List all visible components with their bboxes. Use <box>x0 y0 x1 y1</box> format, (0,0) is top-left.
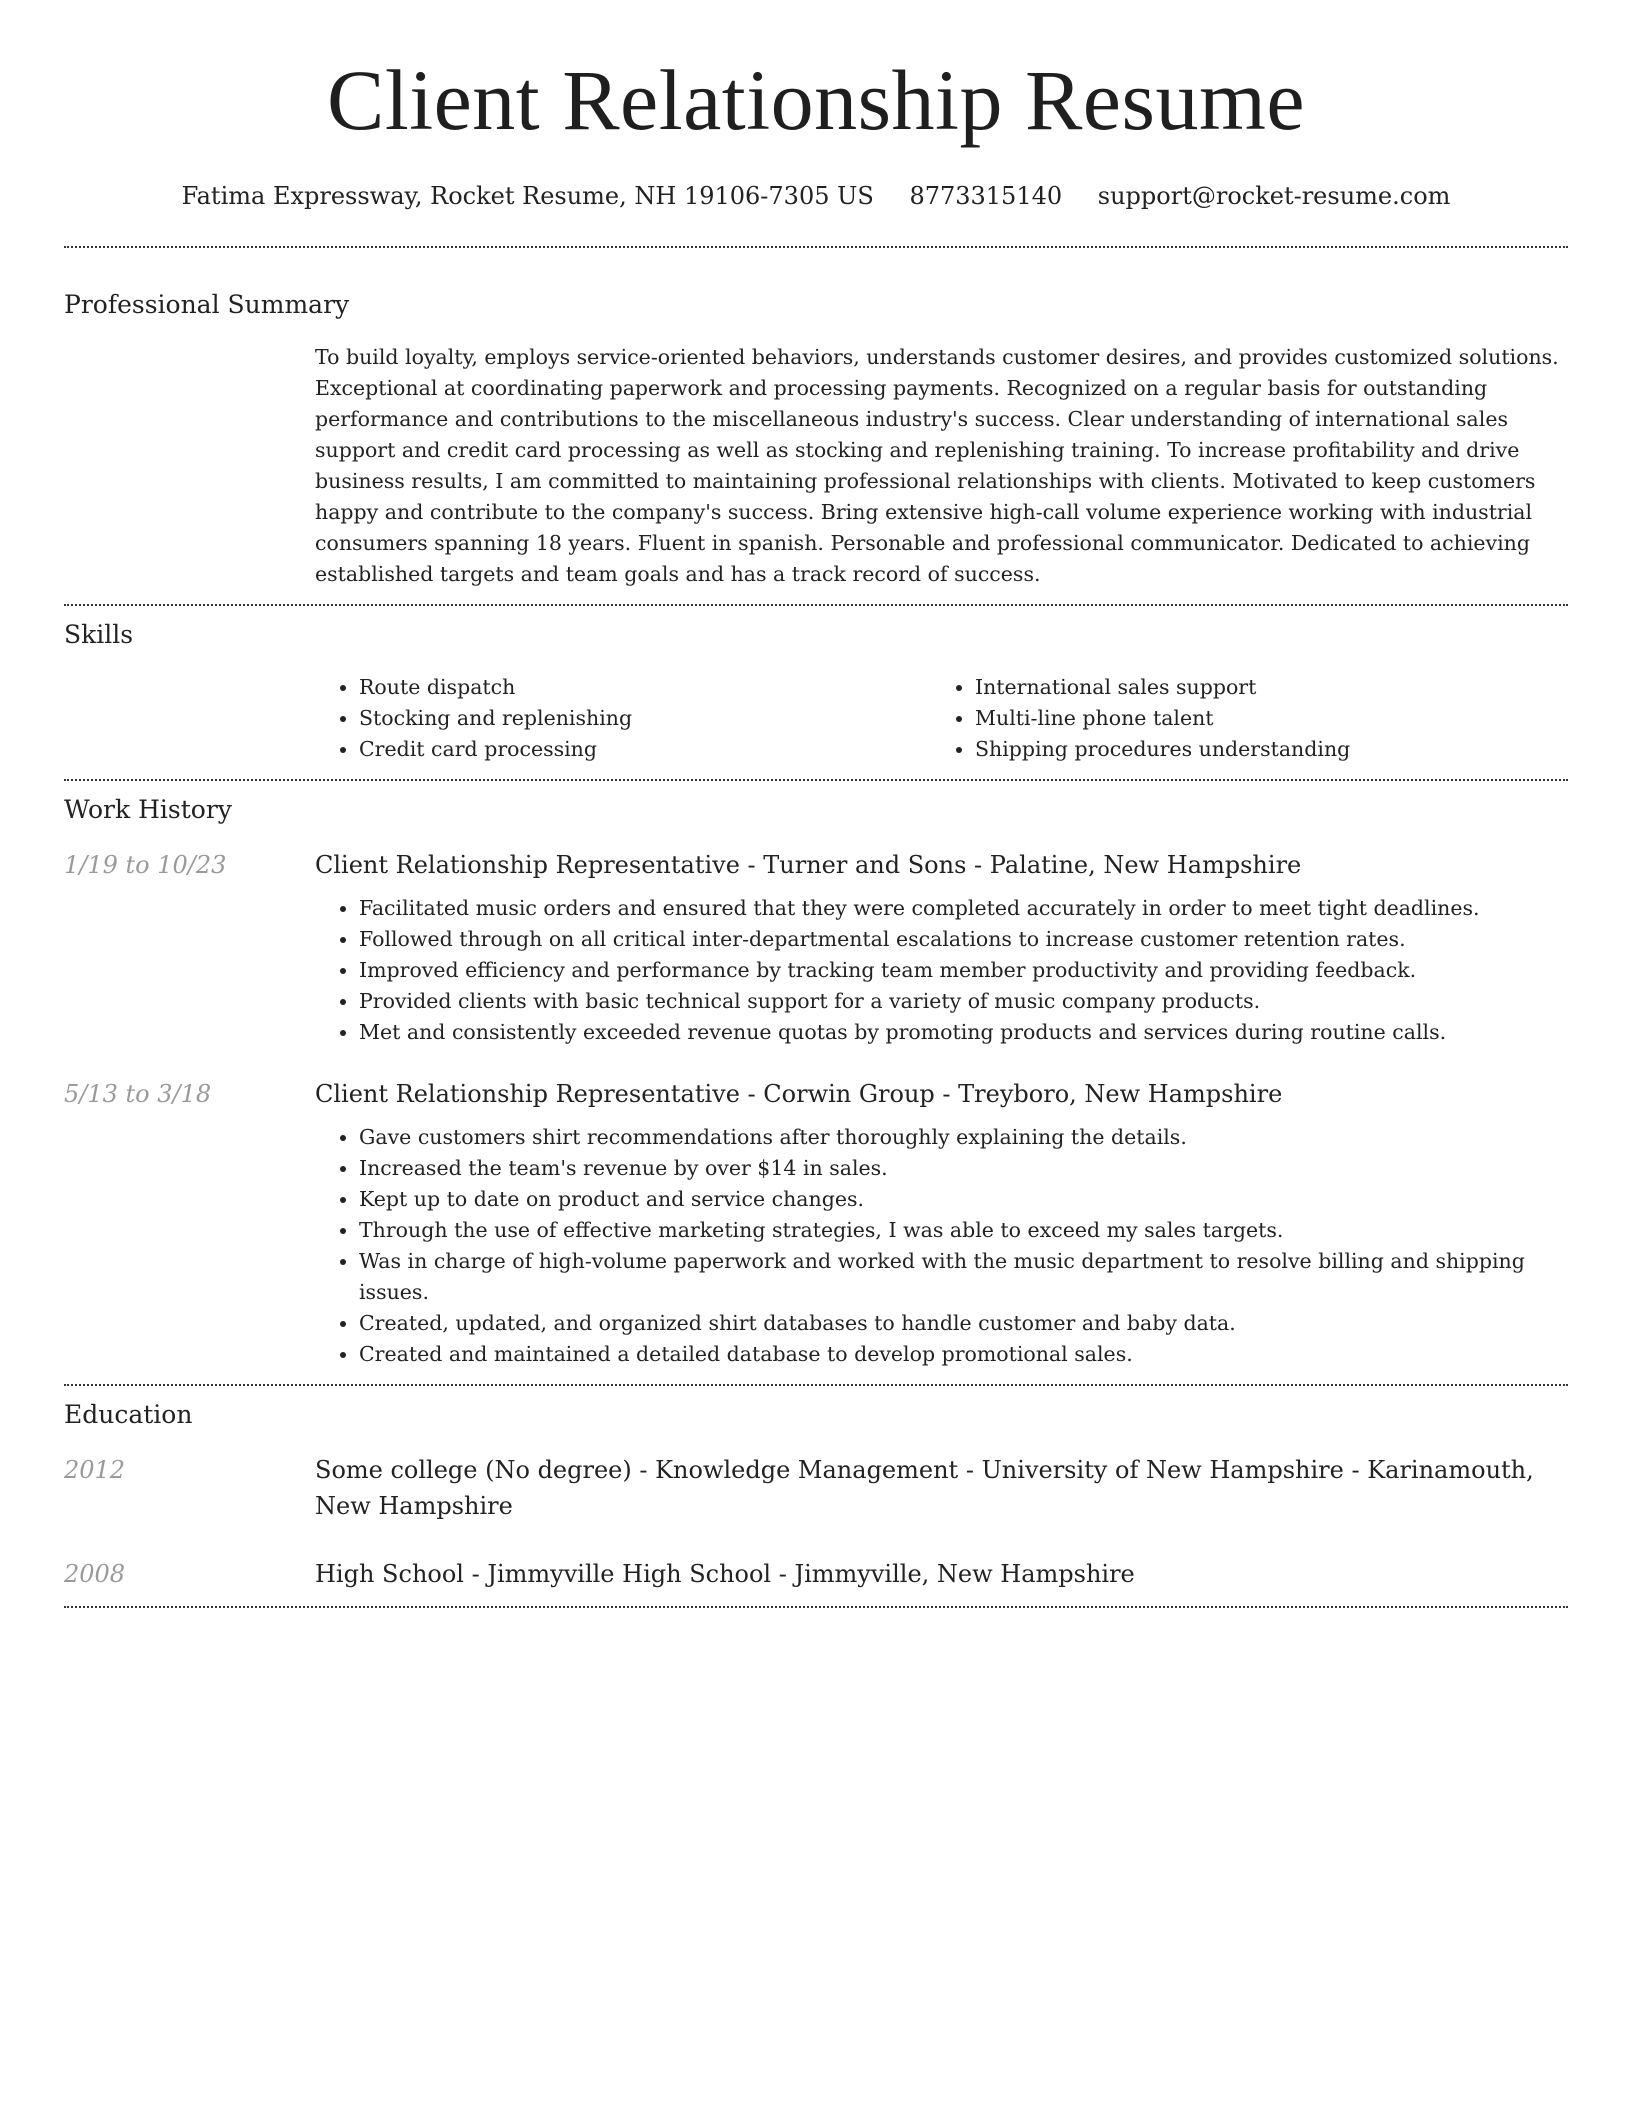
job-bullets <box>315 1122 1568 1370</box>
job-company: Turner and Sons <box>763 851 967 879</box>
education-entry <box>64 1452 1568 1524</box>
job-entry <box>64 1076 1568 1384</box>
education-school: Jimmyville High School <box>487 1560 772 1588</box>
job-body <box>315 847 1568 1048</box>
job-role: Client Relationship Representative <box>315 851 740 879</box>
job-dates: 1/19 to 10/23 <box>64 851 227 879</box>
skills-list <box>315 672 1568 765</box>
education-body <box>315 1556 1568 1592</box>
education-degree: Some college (No degree) - Knowledge Management <box>315 1456 959 1484</box>
job-bullet: • Created, updated, and organized shirt databases to handle customer and baby data. <box>359 1308 1568 1339</box>
job-company: Corwin Group <box>763 1080 935 1108</box>
job-heading: Client Relationship Representative - Corwin Group - Treyboro, New Hampshire <box>315 1080 1283 1108</box>
education-body <box>315 1452 1568 1524</box>
contact-line <box>64 180 1568 212</box>
job-bullet: • Through the use of effective marketing strategies, I was able to exceed my sales targets. <box>359 1215 1568 1246</box>
job-location: Treyboro, New Hampshire <box>958 1080 1283 1108</box>
education-heading: High School - Jimmyville High School - Jimmyville, New Hampshire <box>315 1560 1135 1588</box>
section-title-summary: Professional Summary <box>64 290 350 319</box>
job-bullet: • Facilitated music orders and ensured that they were completed accurately in order to meet tight deadlines. <box>359 893 1568 924</box>
job-entry <box>64 847 1568 1048</box>
education-year: 2008 <box>64 1560 126 1588</box>
skill-item: • International sales support <box>975 672 1547 703</box>
job-bullets <box>315 893 1568 1048</box>
section-title-education: Education <box>64 1400 193 1429</box>
job-bullet: • Increased the team's revenue by over $14 in sales. <box>359 1153 1568 1184</box>
skills-column-left <box>315 672 931 765</box>
section-title-skills: Skills <box>64 620 134 649</box>
job-body <box>315 1076 1568 1384</box>
divider <box>64 779 1568 781</box>
education-school: University of New Hampshire <box>981 1456 1344 1484</box>
job-bullet: • Was in charge of high-volume paperwork and worked with the music department to resolve billing and shipping issues. <box>359 1246 1568 1308</box>
job-bullet: • Provided clients with basic technical support for a variety of music company products. <box>359 986 1568 1017</box>
job-location: Palatine, New Hampshire <box>989 851 1302 879</box>
contact-phone: 8773315140 <box>909 182 1063 210</box>
summary-text: To build loyalty, employs service-oriented behaviors, understands customer desires, and provides customized solutions. Exceptional at coordinating paperwork and processing payments. Recognized on a regular basis for outstanding performance and contributions to the miscellaneous industry's success. Clear understanding of international sales support and credit card processing as well as stocking and replenishing training. To increase profitability and drive business results, I am committed to maintaining professional relationships with clients. Motivated to keep customers happy and contribute to the company's success. Bring extensive high-call volume experience working with industrial consumers spanning 18 years. Fluent in spanish. Personable and professional communicator. Dedicated to achieving established targets and team goals and has a track record of success. <box>315 345 1559 586</box>
job-dates: 5/13 to 3/18 <box>64 1080 212 1108</box>
contact-email: support@rocket-resume.com <box>1097 182 1451 210</box>
skill-item: • Route dispatch <box>359 672 931 703</box>
education-location: Jimmyville, New Hampshire <box>794 1560 1135 1588</box>
skill-item: • Shipping procedures understanding <box>975 734 1547 765</box>
resume-title: Client Relationship Resume <box>326 52 1306 148</box>
education-location: Karinamouth, New Hampshire <box>315 1456 1534 1520</box>
job-bullet: • Kept up to date on product and service changes. <box>359 1184 1568 1215</box>
skills-column-right <box>931 672 1547 765</box>
job-role: Client Relationship Representative <box>315 1080 740 1108</box>
job-bullet: • Improved efficiency and performance by tracking team member productivity and providing feedback. <box>359 955 1568 986</box>
job-bullet: • Met and consistently exceeded revenue quotas by promoting products and services during routine calls. <box>359 1017 1568 1048</box>
job-bullet: • Followed through on all critical inter-departmental escalations to increase customer retention rates. <box>359 924 1568 955</box>
education-degree: High School <box>315 1560 464 1588</box>
education-heading: Some college (No degree) - Knowledge Management - University of New Hampshire - Karinamouth, New Hampshire <box>315 1456 1534 1520</box>
skill-item: • Stocking and replenishing <box>359 703 931 734</box>
divider <box>64 246 1568 248</box>
education-entry <box>64 1556 1568 1592</box>
contact-address: Fatima Expressway, Rocket Resume, NH 19106-7305 US <box>181 182 874 210</box>
section-title-work: Work History <box>64 795 232 824</box>
job-heading: Client Relationship Representative - Turner and Sons - Palatine, New Hampshire <box>315 851 1302 879</box>
divider <box>64 1384 1568 1386</box>
job-bullet: • Created and maintained a detailed database to develop promotional sales. <box>359 1339 1568 1370</box>
skill-item: • Multi-line phone talent <box>975 703 1547 734</box>
divider <box>64 1606 1568 1608</box>
job-bullet: • Gave customers shirt recommendations after thoroughly explaining the details. <box>359 1122 1568 1153</box>
skill-item: • Credit card processing <box>359 734 931 765</box>
education-year: 2012 <box>64 1456 126 1484</box>
divider <box>64 604 1568 606</box>
